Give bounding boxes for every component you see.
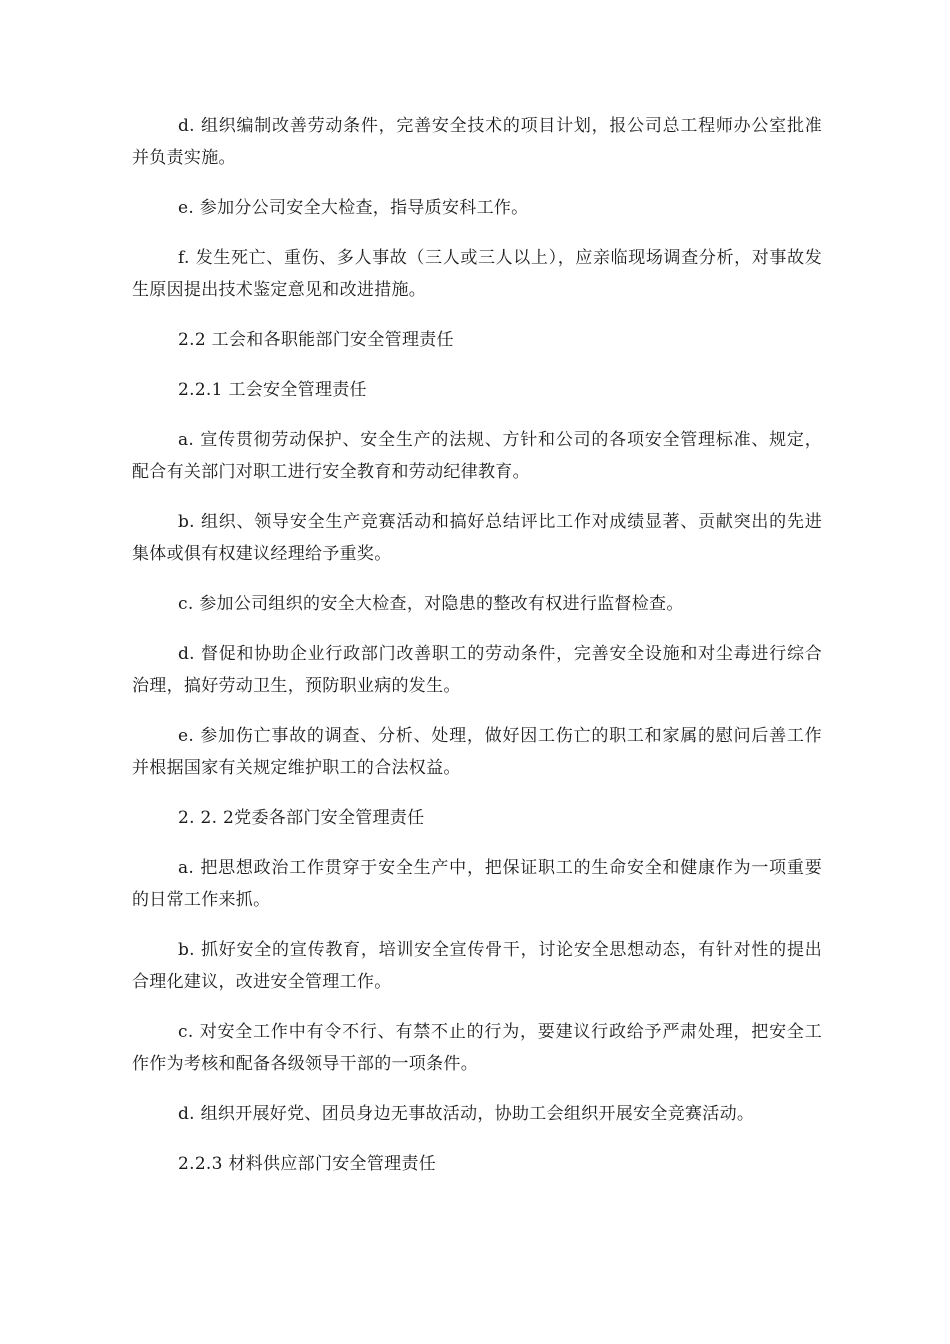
paragraph-item-f-engineer: f. 发生死亡、重伤、多人事故（三人或三人以上），应亲临现场调查分析，对事故发生原因提出技术鉴定意见和改进措施。 — [132, 248, 822, 300]
paragraph-item-e-union: e. 参加伤亡事故的调查、分析、处理，做好因工伤亡的职工和家属的慰问后善工作并根据国家有关规定维护职工的合法权益。 — [132, 726, 822, 778]
paragraph-item-d-engineer: d. 组织编制改善劳动条件，完善安全技术的项目计划，报公司总工程师办公室批准并负责实施。 — [132, 116, 822, 168]
paragraph-item-c-union: c. 参加公司组织的安全大检查，对隐患的整改有权进行监督检查。 — [178, 594, 684, 614]
paragraph-item-d-party: d. 组织开展好党、团员身边无事故活动，协助工会组织开展安全竞赛活动。 — [178, 1104, 755, 1124]
section-heading-2-2: 2.2 工会和各职能部门安全管理责任 — [178, 330, 454, 350]
section-heading-2-2-2: 2. 2. 2党委各部门安全管理责任 — [178, 808, 425, 828]
paragraph-item-a-party: a. 把思想政治工作贯穿于安全生产中，把保证职工的生命安全和健康作为一项重要的日常工作来抓。 — [132, 858, 822, 910]
section-heading-2-2-1: 2.2.1 工会安全管理责任 — [178, 380, 367, 400]
paragraph-item-b-union: b. 组织、领导安全生产竞赛活动和搞好总结评比工作对成绩显著、贡献突出的先进集体或俱有权建议经理给予重奖。 — [132, 512, 822, 564]
paragraph-item-a-union: a. 宣传贯彻劳动保护、安全生产的法规、方针和公司的各项安全管理标准、规定，配合有关部门对职工进行安全教育和劳动纪律教育。 — [132, 430, 822, 482]
section-heading-2-2-3: 2.2.3 材料供应部门安全管理责任 — [178, 1154, 437, 1174]
paragraph-item-d-union: d. 督促和协助企业行政部门改善职工的劳动条件，完善安全设施和对尘毒进行综合治理，搞好劳动卫生，预防职业病的发生。 — [132, 644, 822, 696]
document-page — [132, 110, 822, 1198]
paragraph-item-c-party: c. 对安全工作中有令不行、有禁不止的行为，要建议行政给予严肃处理，把安全工作作为考核和配备各级领导干部的一项条件。 — [132, 1022, 822, 1074]
paragraph-item-b-party: b. 抓好安全的宣传教育，培训安全宣传骨干，讨论安全思想动态，有针对性的提出合理化建议，改进安全管理工作。 — [132, 940, 822, 992]
paragraph-item-e-engineer: e. 参加分公司安全大检查，指导质安科工作。 — [178, 198, 529, 218]
